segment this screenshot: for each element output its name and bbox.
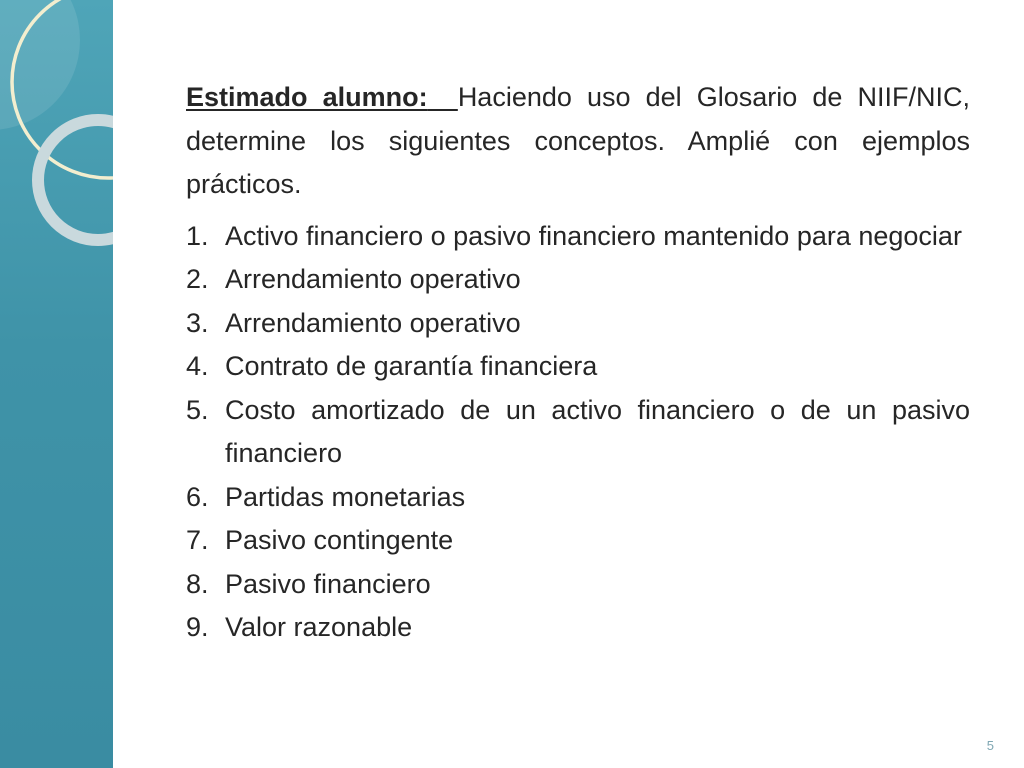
list-item-number: 5. (186, 394, 209, 425)
list-item-text: Contrato de garantía financiera (225, 351, 598, 381)
list-item-text: Pasivo contingente (225, 525, 454, 555)
list-item-text: Activo financiero o pasivo financiero mantenido para negociar (225, 220, 962, 251)
list-item (186, 476, 970, 520)
page-number: 5 (986, 738, 994, 753)
list-item (186, 215, 970, 259)
slide-content (186, 76, 970, 650)
concept-list (186, 215, 970, 650)
list-item (186, 258, 970, 302)
list-item (186, 563, 970, 607)
list-item-number: 6. (186, 481, 209, 512)
decorative-side-band (0, 0, 113, 768)
list-item-number: 4. (186, 351, 209, 381)
list-item-number: 8. (186, 568, 209, 599)
list-item-number: 1. (186, 220, 209, 251)
decorative-ring-grey (38, 120, 113, 240)
list-item (186, 302, 970, 346)
list-item-text: Costo amortizado de un activo financiero o de un pasivo financiero (225, 394, 970, 468)
list-item-number: 9. (186, 612, 209, 642)
list-item-text: Arrendamiento operativo (225, 307, 521, 338)
list-item-number: 3. (186, 307, 209, 338)
intro-label-underline-gap (428, 82, 458, 112)
list-item (186, 389, 970, 476)
intro-label: Estimado alumno: (186, 82, 428, 112)
list-item (186, 345, 970, 389)
list-item-text: Arrendamiento operativo (225, 264, 521, 294)
list-item-number: 2. (186, 264, 209, 294)
list-item-text: Partidas monetarias (225, 481, 466, 512)
list-item-text: Pasivo financiero (225, 568, 431, 599)
decorative-circles (0, 0, 113, 768)
list-item (186, 519, 970, 563)
list-item (186, 606, 970, 650)
intro-paragraph (186, 76, 970, 207)
list-item-number: 7. (186, 525, 209, 555)
intro-text: Haciendo uso del Glosario de NIIF/NIC, determine los siguientes conceptos. Amplié con ejemplos prácticos. (186, 82, 970, 199)
list-item-text: Valor razonable (225, 612, 413, 642)
